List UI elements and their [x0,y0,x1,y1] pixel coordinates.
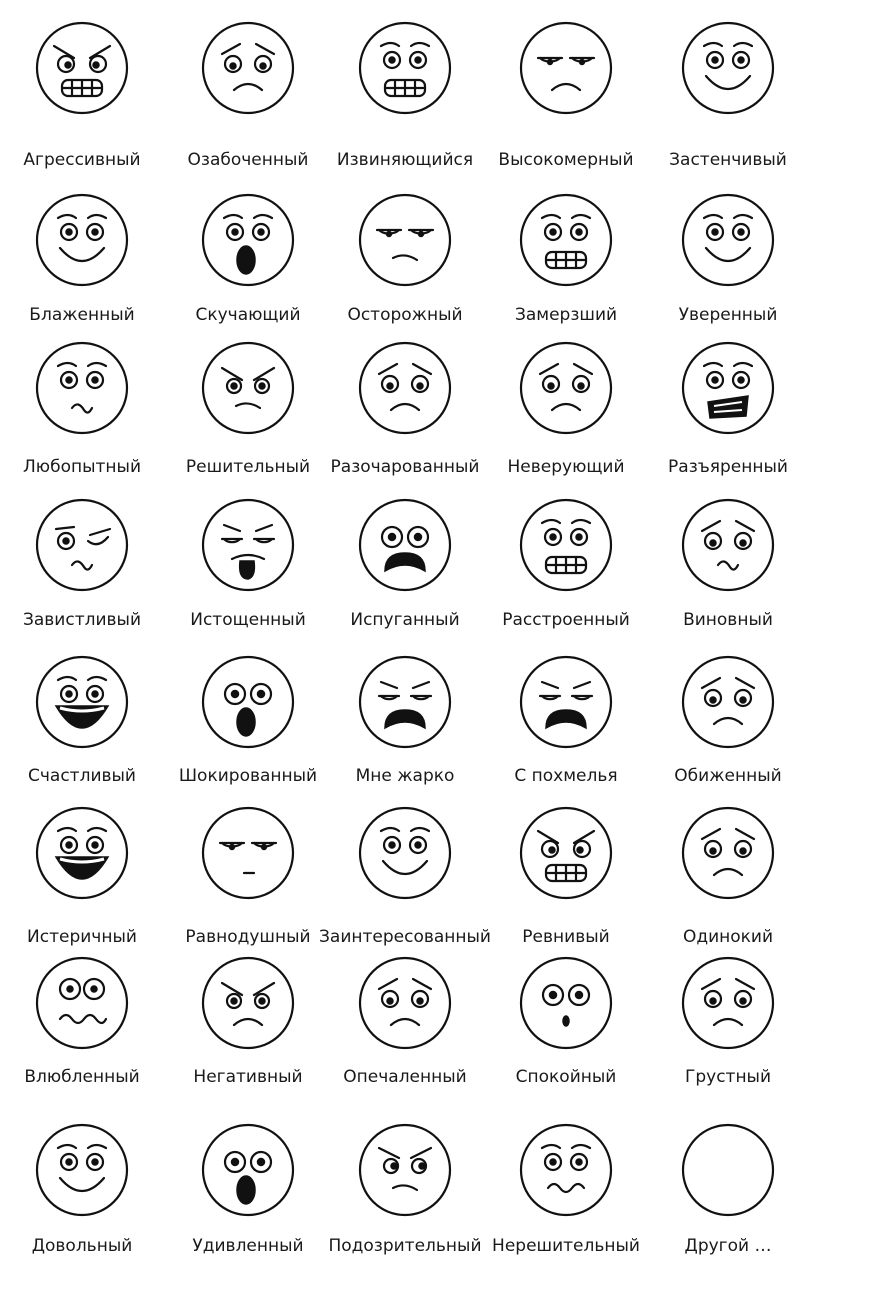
shy-face-icon [673,13,783,123]
shocked-face-icon [193,647,303,757]
sad-face-icon [673,948,783,1058]
frightened-face-icon [350,490,460,600]
surprised-face-icon [193,1115,303,1225]
emotion-label: Неверующий [507,457,625,477]
enraged-face-icon [673,333,783,443]
emotion-label: Озабоченный [187,150,309,170]
blissful-face-icon [27,185,137,295]
pleased-face-icon [27,1115,137,1225]
emotion-label: Обиженный [674,766,782,786]
lovestruck-face-icon [27,948,137,1058]
emotion-label: Счастливый [28,766,136,786]
emotion-label: С похмелья [514,766,618,786]
emotion-label: Заинтересованный [319,927,491,947]
undecided-face-icon [511,1115,621,1225]
emotion-label: Подозрительный [328,1236,482,1256]
curious-face-icon [27,333,137,443]
aggressive-face-icon [27,13,137,123]
emotion-label: Застенчивый [669,150,787,170]
emotion-label: Шокированный [178,766,318,786]
blank-face-icon [673,1115,783,1225]
happy-face-icon [27,647,137,757]
emotion-label: Мне жарко [355,766,455,786]
disappointed-face-icon [350,333,460,443]
indifferent-face-icon [193,798,303,908]
emotion-label: Расстроенный [502,610,630,630]
frozen-face-icon [511,185,621,295]
emotion-label: Разъяренный [668,457,788,477]
emotion-label: Испуганный [350,610,460,630]
emotion-label: Скучающий [195,305,301,325]
emotion-label: Влюбленный [24,1067,140,1087]
cautious-face-icon [350,185,460,295]
emotion-label: Истеричный [27,927,137,947]
hysterical-face-icon [27,798,137,908]
emotion-label: Замерзший [514,305,618,325]
emotion-label: Опечаленный [343,1067,467,1087]
emotion-label: Одинокий [682,927,774,947]
emotion-label: Нерешительный [492,1236,640,1256]
arrogant-face-icon [511,13,621,123]
emotion-label: Решительный [185,457,311,477]
emotion-label: Блаженный [29,305,135,325]
hurt-face-icon [673,647,783,757]
determined-face-icon [193,333,303,443]
emotion-label: Уверенный [678,305,778,325]
emotion-label: Грустный [684,1067,772,1087]
exhausted-face-icon [193,490,303,600]
emotion-label: Агрессивный [23,150,141,170]
emotion-label: Завистливый [22,610,142,630]
emotion-label: Высокомерный [498,150,634,170]
hot-face-icon [350,647,460,757]
emotion-label: Негативный [193,1067,303,1087]
emotion-label: Довольный [31,1236,133,1256]
emotion-label: Осторожный [347,305,463,325]
interested-face-icon [350,798,460,908]
apologetic-face-icon [350,13,460,123]
emotion-label: Виновный [683,610,773,630]
hungover-face-icon [511,647,621,757]
emotion-label: Извиняющийся [336,150,474,170]
guilty-face-icon [673,490,783,600]
worried-face-icon [193,13,303,123]
jealous-face-icon [511,798,621,908]
frustrated-face-icon [511,490,621,600]
confident-face-icon [673,185,783,295]
emotion-label: Разочарованный [330,457,480,477]
emotion-label: Удивленный [192,1236,304,1256]
suspicious-face-icon [350,1115,460,1225]
emotion-label: Истощенный [190,610,306,630]
negative-face-icon [193,948,303,1058]
bored-face-icon [193,185,303,295]
disbelieving-face-icon [511,333,621,443]
emotion-label: Равнодушный [185,927,311,947]
envious-face-icon [27,490,137,600]
emotion-label: Спокойный [515,1067,617,1087]
emotion-label: Любопытный [22,457,142,477]
emotion-label: Другой … [684,1236,772,1256]
calm-face-icon [511,948,621,1058]
lonely-face-icon [673,798,783,908]
emotion-label: Ревнивый [522,927,610,947]
sorrowful-face-icon [350,948,460,1058]
